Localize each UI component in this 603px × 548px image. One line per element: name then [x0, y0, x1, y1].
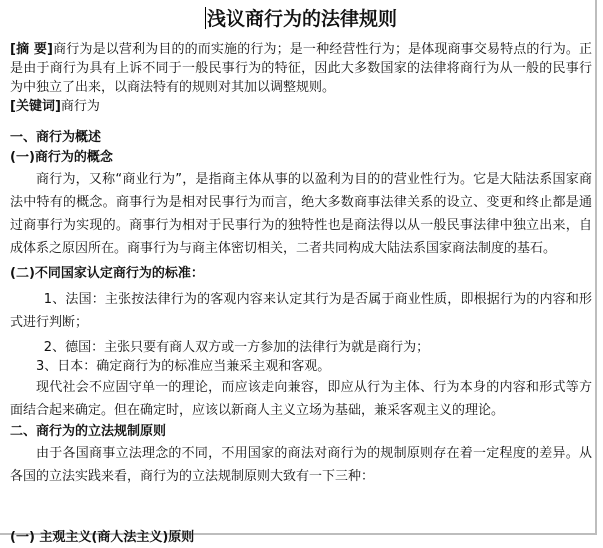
section-1-heading: 一、商行为概述 — [10, 130, 102, 145]
section-1-sub-1-text: 商行为，又称“商业行为”，是指商主体从事的以盈利为目的的营业性行为。它是大陆法系国家商法中特有的概念。商事行为是相对民事行为而言，绝大多数商事法律关系的设立、变更和终止都是通过商事行为实现的。商事行为相对于民事行为的独特性也是商法得以从一般民事法律中独立出来，自成体系之原因所在。商事行为与商主体密切相关，二者共同构成大陆法系国家商法制度的基石。 — [10, 172, 592, 256]
keywords-label: [关键词] — [10, 99, 61, 114]
criteria-conclusion: 现代社会不应固守单一的理论，而应该走向兼容，即应从行为主体、行为本身的内容和形式等方面结合起来确定。但在确定时，应该以新商人主义立场为基础，兼采客观主义的理论。 — [10, 380, 592, 418]
page-title: 浅议商行为的法律规则 — [206, 8, 397, 30]
criteria-item-france: 1、法国：主张按法律行为的客观内容来认定其行为是否属于商业性质，即根据行为的内容和形式进行判断； — [10, 292, 592, 330]
criteria-item-germany: 2、德国：主张只要有商人双方或一方参加的法律行为就是商行为； — [43, 340, 430, 355]
abstract-text: 商行为是以营利为目的的而实施的行为；是一种经营性行为；是体现商事交易特点的行为。正是由于商行为具有上诉不同于一般民事行为的特征，因此大多数国家的法律将商行为从一般的民事行为中独立了出来，以商法特有的规则对其加以调整规则。 — [10, 42, 592, 95]
spacer — [10, 116, 592, 128]
section-1-sub-1-heading: (一)商行为的概念 — [10, 150, 113, 165]
abstract-label: [摘 要] — [10, 42, 53, 57]
keywords-paragraph — [10, 97, 592, 116]
abstract-paragraph — [10, 40, 592, 97]
keywords-text: 商行为 — [60, 99, 100, 114]
section-1-sub-2-heading: (二)不同国家认定商行为的标准： — [10, 266, 204, 281]
section-2-sub-1-heading-cutoff: (一) 主观主义(商人法主义)原则 — [10, 530, 195, 545]
section-2-heading: 二、商行为的立法规制原则 — [10, 424, 167, 439]
document-body[interactable] — [10, 6, 592, 488]
section-2-text: 由于各国商事立法理念的不同，不用国家的商法对商行为的规制原则存在着一定程度的差异。从各国的立法实践来看，商行为的立法规制原则大致有一下三种： — [10, 446, 592, 484]
criteria-item-japan: 3、日本：确定商行为的标准应当兼采主观和客观。 — [36, 359, 331, 374]
text-cursor — [205, 7, 206, 29]
